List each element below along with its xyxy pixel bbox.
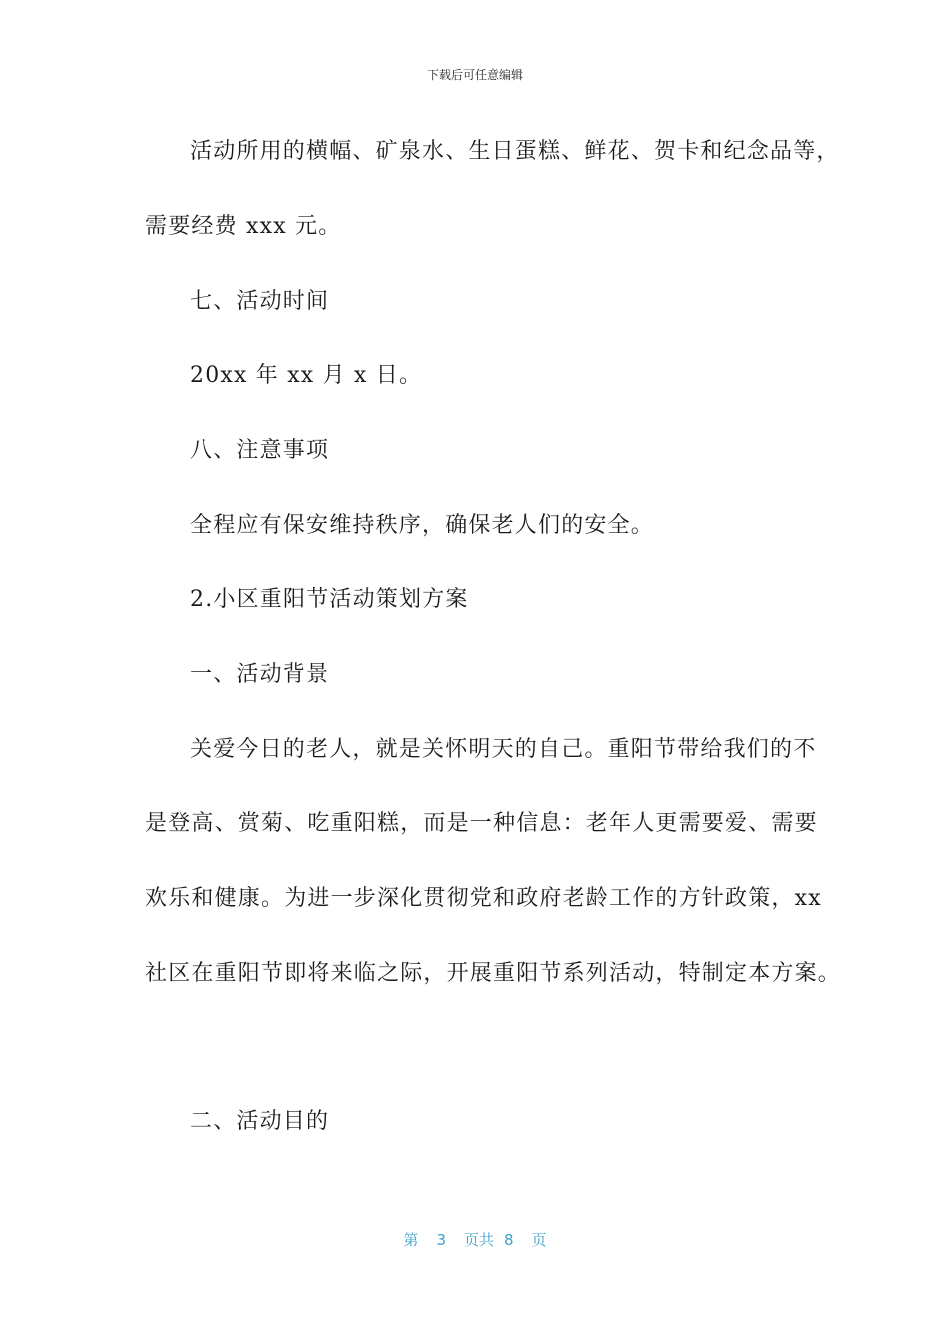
section-heading: 一、活动背景 [190,662,330,687]
body-line: 活动所用的横幅、矿泉水、生日蛋糕、鲜花、贺卡和纪念品等， [190,139,840,164]
section-heading: 二、活动目的 [190,1109,330,1134]
section-heading: 七、活动时间 [190,289,330,314]
body-line: 欢乐和健康。为进一步深化贯彻党和政府老龄工作的方针政策，xx [145,886,822,911]
body-line: 需要经费 xxx 元。 [145,214,342,239]
body-line: 社区在重阳节即将来临之际，开展重阳节系列活动，特制定本方案。 [145,961,842,986]
current-page-number: 3 [436,1231,446,1249]
page-header-note: 下载后可任意编辑 [426,68,523,82]
page-label-suffix: 页 [531,1231,547,1249]
document-subtitle: 2.小区重阳节活动策划方案 [190,587,469,612]
page-number-footer [0,1229,950,1250]
body-line: 是登高、赏菊、吃重阳糕，而是一种信息：老年人更需要爱、需要 [145,811,818,836]
section-heading: 八、注意事项 [190,438,330,463]
body-line: 全程应有保安维持秩序，确保老人们的安全。 [190,513,655,538]
body-line: 关爱今日的老人，就是关怀明天的自己。重阳节带给我们的不 [190,737,817,762]
page-label-prefix: 第 [403,1231,419,1249]
total-pages-number: 8 [504,1231,514,1249]
page-label-mid: 页共 [463,1231,494,1249]
body-line: 20xx 年 xx 月 x 日。 [190,363,423,388]
